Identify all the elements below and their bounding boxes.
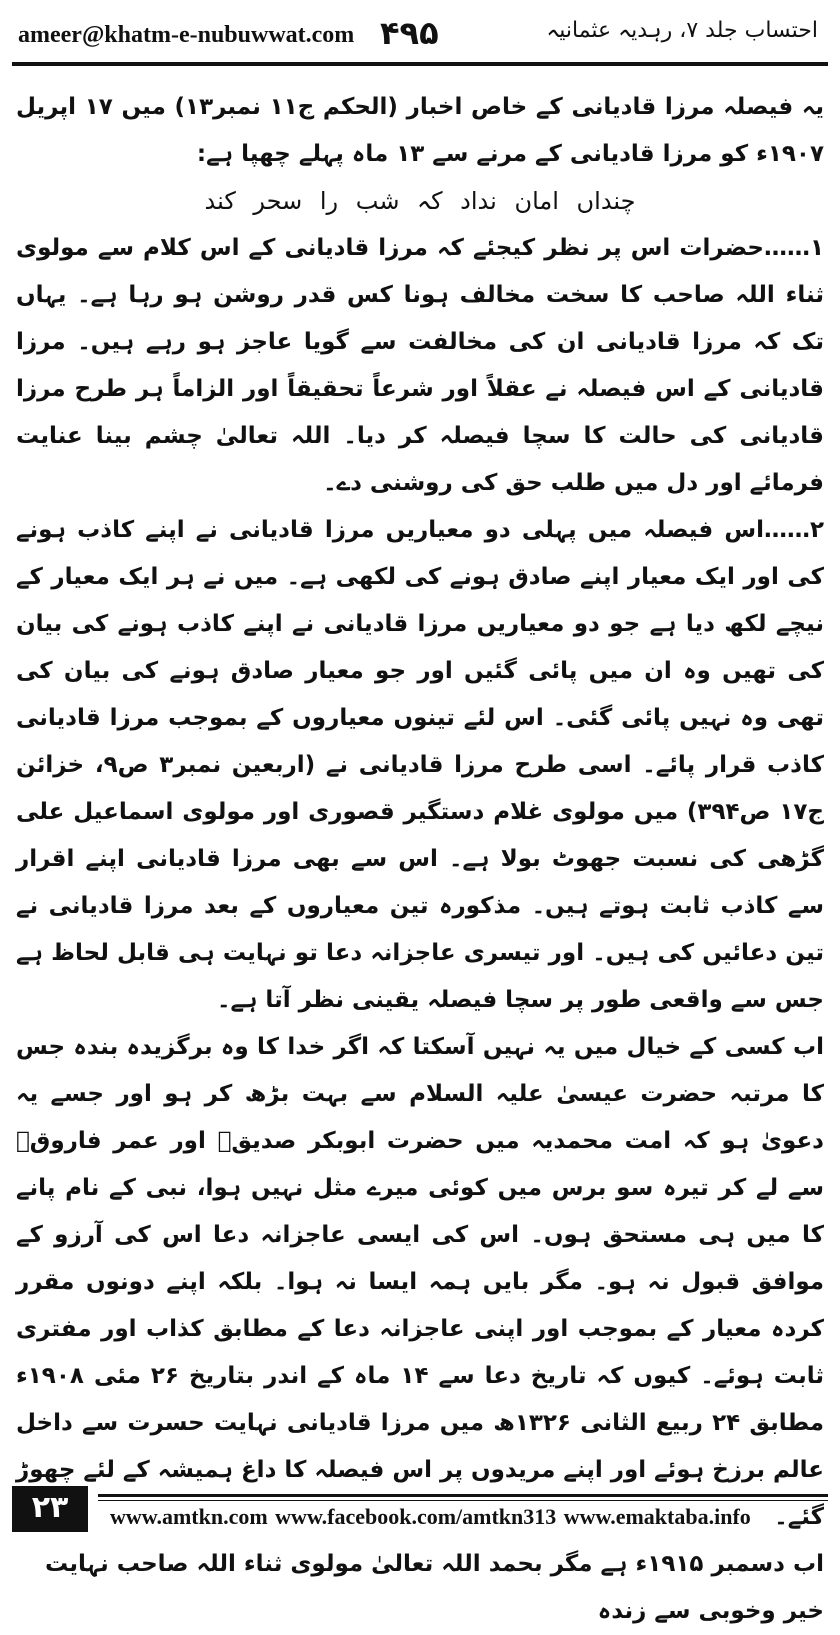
header-email: ameer@khatm-e-nubuwwat.com [18, 22, 355, 48]
header-book-title: احتساب جلد ۷، رہدیہ عثمانیہ [546, 18, 818, 43]
header-page-number: ۴۹۵ [380, 14, 439, 52]
page-footer [12, 1486, 828, 1538]
paragraph-4: اب دسمبر ۱۹۱۵ء ہے مگر بحمد اللہ تعالیٰ مولوی ثناء اللہ صاحب نہایت خیر وخوبی سے زندہ [44, 1551, 824, 1624]
persian-verse: چنداں امان نداد کہ شب را سحر کند [204, 187, 636, 215]
footer-links: www.amtkn.com www.facebook.com/amtkn313 www.emaktaba.info [110, 1504, 751, 1529]
page-body [16, 84, 824, 1635]
paragraph-1: ۱……حضرات اس پر نظر کیجئے کہ مرزا قادیانی کے اس کلام سے مولوی ثناء اللہ صاحب کا سخت مخالف ہونا کس قدر روشن ہو رہا ہے۔ یہاں تک کہ مرزا قادیانی ان کی مخالفت سے گویا عاجز ہو رہے ہیں۔ مرزا قادیانی کے اس فیصلہ نے عقلاً اور شرعاً تحقیقاً اور الزاماً ہر طرح مرزا قادیانی کی حالت کا سچا فیصلہ کر دیا۔ اللہ تعالیٰ چشم بینا عنایت فرمائے اور دل میں طلب حق کی روشنی دے۔ [16, 235, 824, 496]
footer-page-number: ۲۳ [12, 1486, 88, 1532]
paragraph-2: ۲……اس فیصلہ میں پہلی دو معیاریں مرزا قادیانی نے اپنے کاذب ہونے کی اور ایک معیار اپنے صادق ہونے کی لکھی ہے۔ میں نے ہر ایک معیار کے نیچے لکھ دیا ہے جو دو معیاریں مرزا قادیانی نے اپنے کاذب ہونے کی بیان کی تھیں وہ ان میں پائی گئیں اور جو معیار صادق ہونے کی بیان کی تھی وہ نہیں پائی گئی۔ اس لئے تینوں معیاروں کے بموجب مرزا قادیانی کاذب قرار پائے۔ اسی طرح مرزا قادیانی نے (اربعین نمبر۳ ص۹، خزائن ج۱۷ ص۳۹۴) میں مولوی غلام دستگیر قصوری اور مولوی اسماعیل علی گڑھی کی نسبت جھوٹ بولا ہے۔ اس سے بھی مرزا قادیانی اپنے اقرار سے کاذب ثابت ہوتے ہیں۔ مذکورہ تین معیاروں کے بعد مرزا قادیانی نے تین دعائیں کی ہیں۔ اور تیسری عاجزانہ دعا تو نہایت ہی قابل لحاظ ہے جس سے واقعی طور پر سچا فیصلہ یقینی نظر آتا ہے۔ [16, 517, 824, 1013]
header-rule [12, 62, 828, 66]
footer-rule [98, 1494, 828, 1497]
paragraph-3: اب کسی کے خیال میں یہ نہیں آسکتا کہ اگر خدا کا وہ برگزیدہ بندہ جس کا مرتبہ حضرت عیسیٰ علیہ السلام سے بہت بڑھ کر ہو اور جسے یہ دعویٰ ہو کہ امت محمدیہ میں حضرت ابوبکر صدیقؓ اور عمر فاروقؓ سے لے کر تیرہ سو برس میں کوئی میرے مثل نہیں ہوا، نبی کے نام پانے کا میں ہی مستحق ہوں۔ اس کی ایسی عاجزانہ دعا اس کی آرزو کے موافق قبول نہ ہو۔ مگر بایں ہمہ ایسا نہ ہوا۔ بلکہ اپنے دونوں مقرر کردہ معیار کے بموجب اور اپنی عاجزانہ دعا کے مطابق کذاب اور مفتری ثابت ہوئے۔ کیوں کہ تاریخ دعا سے ۱۴ ماہ کے اندر بتاریخ ۲۶ مئی ۱۹۰۸ء مطابق ۲۴ ربیع الثانی ۱۳۲۶ھ میں مرزا قادیانی نہایت حسرت سے داخل عالم برزخ ہوئے اور اپنے مریدوں پر اس فیصلہ کا داغ ہمیشہ کے لئے چھوڑ گئے۔ [16, 1034, 825, 1530]
page-header [12, 0, 828, 64]
footer-rule-thin [98, 1500, 828, 1501]
paragraph-intro: یہ فیصلہ مرزا قادیانی کے خاص اخبار (الحکم ج۱۱ نمبر۱۳) میں ۱۷ اپریل ۱۹۰۷ء کو مرزا قادیانی کے مرنے سے ۱۳ ماہ پہلے چھپا ہے: [16, 94, 824, 167]
